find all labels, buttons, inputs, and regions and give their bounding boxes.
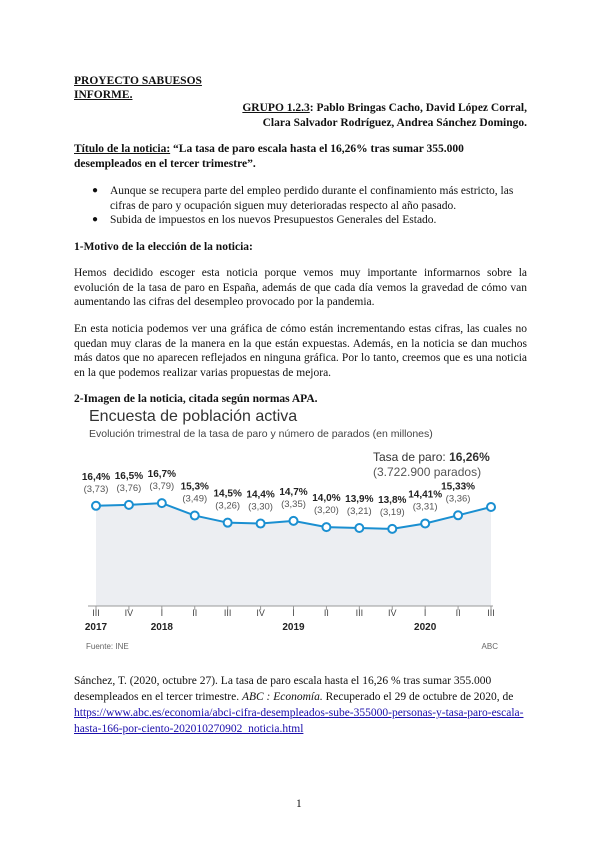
chart-year-label: 2017 [84, 622, 108, 633]
chart-parados-label: (3,76) [116, 482, 142, 494]
chart-quarter-label: II [323, 608, 329, 618]
section1-para2: En esta noticia podemos ver una gráfica de cómo están incrementando estas cifras, las cuales no quedan muy claras de la manera en la que están expuestas. Además, en la noticia se dan muchos más datos que no aparecen reflejados en ninguna gráfica. Por lo tanto, creemos que es una noticia en la que podemos realizar varias propuestas de mejora. [74, 323, 527, 379]
summary-bullets [92, 184, 525, 228]
chart-source: Fuente: INE [86, 642, 129, 651]
news-title-text-1: “La tasa de paro escala hasta el 16,26% tras sumar 355.000 [170, 143, 464, 155]
chart-subtitle: Evolución trimestral de la tasa de paro y número de parados (en millones) [89, 428, 433, 440]
chart-quarter-label: I [292, 608, 295, 618]
chart-parados-label: (3,20) [314, 505, 339, 517]
chart-data-point [125, 501, 133, 509]
chart-quarter-label: III [487, 608, 495, 618]
chart-data-point [158, 499, 166, 507]
chart-quarter-label: IV [387, 608, 397, 618]
bullet-dot-icon: ● [92, 185, 99, 196]
citation-link[interactable]: https://www.abc.es/economia/abci-cifra-desempleados-sube-355000-personas-y-tasa-paro-escala-hasta-166-por-ciento-202010270902_noticia.html [74, 707, 524, 735]
news-title-text-2: desempleados en el tercer trimestre”. [74, 157, 256, 170]
chart-quarter-label: II [455, 608, 461, 618]
group-authors-1: : Pablo Bringas Cacho, David López Corral, [309, 102, 527, 114]
chart-value-label: 13,9% [345, 494, 374, 505]
chart-parados-label: (3,79) [149, 481, 175, 493]
chart-quarter-label: III [355, 608, 364, 618]
chart-parados-label: (3,73) [83, 483, 109, 495]
chart-brand: ABC [481, 642, 498, 651]
chart-value-label: 13,8% [378, 494, 407, 506]
bullet-item [92, 213, 525, 228]
chart-data-point [487, 503, 495, 511]
bullet-dot-icon: ● [92, 214, 99, 225]
chart-quarter-label: IV [124, 608, 134, 618]
chart-parados-label: (3,21) [346, 506, 372, 517]
group-line-1 [200, 101, 527, 116]
apa-citation [74, 673, 529, 737]
bullet-item [92, 184, 525, 213]
chart-parados-label: (3,35) [281, 498, 306, 510]
callout-sub: (3.722.900 parados) [373, 465, 482, 479]
report-label: INFORME. [74, 89, 133, 101]
group-label: GRUPO 1.2.3 [242, 102, 310, 114]
chart-data-point [322, 523, 330, 531]
news-chart [81, 406, 500, 654]
citation-text-a: Sánchez, T. (2020, octubre 27). La tasa de paro escala hasta el 16,26 % tras sumar 355.000 desempleados en el tercer trimestre. [74, 675, 492, 703]
chart-value-label: 14,7% [279, 486, 308, 498]
chart-title: Encuesta de población activa [89, 408, 298, 425]
chart-quarter-label: I [160, 608, 164, 618]
chart-data-point [355, 524, 363, 532]
page-number: 1 [296, 798, 302, 810]
chart-data-point [257, 520, 265, 528]
chart-parados-label: (3,36) [445, 493, 471, 505]
chart-value-label: 15,3% [180, 481, 209, 493]
group-authors-2: Clara Salvador Rodríguez, Andrea Sánchez Domingo. [262, 117, 527, 129]
chart-value-label: 15,33% [441, 481, 476, 493]
chart-value-label: 14,4% [246, 489, 275, 501]
chart-data-point [92, 502, 100, 510]
chart-value-label: 16,5% [114, 470, 144, 482]
chart-value-label: 14,41% [408, 489, 443, 501]
chart-data-point [388, 525, 396, 533]
chart-parados-label: (3,31) [412, 501, 438, 513]
citation-journal: ABC : Economía. [241, 691, 323, 703]
section1-para1: Hemos decidido escoger esta noticia porque vemos muy importante informarnos sobre la evolución de la tasa de paro en España, además de que cada día vemos la gravedad de cómo van aumentando las cifras del desempleo provocado por la pandemia. [74, 267, 527, 308]
chart-data-point [191, 512, 199, 520]
bullet-text: Aunque se recupera parte del empleo perdido durante el confinamiento más estricto, las cifras de paro y ocupación siguen muy deterioradas respecto al año pasado. [110, 185, 514, 212]
chart-data-point [421, 519, 429, 527]
news-title [74, 142, 534, 171]
chart-value-label: 16,4% [81, 471, 111, 483]
chart-value-label: 14,5% [213, 488, 242, 500]
chart-quarter-label: IV [256, 608, 265, 618]
chart-value-label: 16,7% [147, 469, 177, 481]
chart-data-point [290, 517, 298, 525]
chart-parados-label: (3,30) [248, 501, 273, 513]
news-title-label: Título de la noticia: [74, 143, 171, 155]
chart-quarter-label: III [223, 608, 232, 618]
callout-value: 16,26% [449, 450, 490, 464]
chart-year-label: 2019 [282, 622, 305, 633]
callout-label: Tasa de paro: [373, 450, 450, 464]
chart-parados-label: (3,49) [182, 493, 208, 505]
chart-parados-label: (3,26) [215, 500, 241, 512]
chart-year-label: 2020 [414, 622, 437, 633]
bullet-text: Subida de impuestos en los nuevos Presupuestos Generales del Estado. [110, 214, 437, 226]
section2-heading: 2-Imagen de la noticia, citada según normas APA. [74, 393, 318, 405]
chart-quarter-label: II [192, 608, 198, 618]
chart-year-label: 2018 [150, 622, 173, 633]
chart-data-point [224, 519, 232, 527]
chart-value-label: 14,0% [312, 493, 341, 505]
chart-parados-label: (3,19) [379, 506, 405, 518]
citation-text-b: Recuperado el 29 de octubre de 2020, de [322, 691, 514, 703]
project-title: PROYECTO SABUESOS [74, 75, 202, 87]
chart-quarter-label: I [423, 608, 427, 618]
chart-quarter-label: III [92, 608, 100, 618]
chart-data-point [454, 511, 462, 519]
section1-heading: 1-Motivo de la elección de la noticia: [74, 241, 253, 253]
chart-svg [81, 406, 500, 654]
